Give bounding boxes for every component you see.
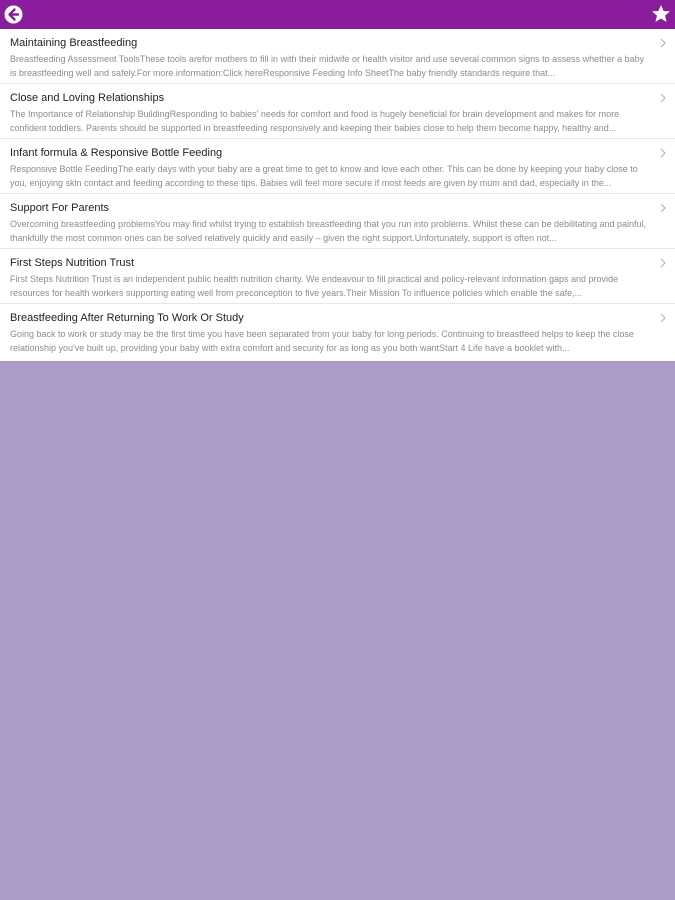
back-button[interactable] xyxy=(4,5,23,24)
top-app-bar xyxy=(0,0,675,29)
star-icon xyxy=(651,4,671,24)
list-item[interactable] xyxy=(0,249,675,304)
list-item[interactable] xyxy=(0,139,675,194)
chevron-right-icon xyxy=(660,38,666,48)
article-list xyxy=(0,29,675,361)
chevron-right-icon xyxy=(660,148,666,158)
item-description: The Importance of Relationship BuildingResponding to babies' needs for comfort and food is hugely beneficial for brain development and makes for more confident toddlers. Parents should be supported in breastfeeding responsively and keeping their babies close to help them become happy, healthy and... xyxy=(10,109,620,133)
back-arrow-icon xyxy=(4,5,23,24)
item-description: Overcoming breastfeeding problemsYou may find whilst trying to establish breastfeeding that you run into problems. Whilst these can be debilitating and painful, thankfully the most common ones can be solved relatively quickly and easily – given the right support.Unfortunately, support is often not... xyxy=(10,219,647,243)
item-description: Breastfeeding Assessment ToolsThese tools arefor mothers to fill in with their midwife or health visitor and use several common signs to assess whether a baby is breastfeeding well and safely.For more information:Click hereResponsive Feeding Info SheetThe baby friendly standards require that... xyxy=(10,54,645,78)
item-description: Going back to work or study may be the first time you have been separated from your baby for long periods. Continuing to breastfeed helps to keep the close relationship you've built up, providing your baby with extra comfort and security for as long as you both wantStart 4 Life have a booklet with... xyxy=(10,329,634,353)
list-item[interactable] xyxy=(0,304,675,361)
item-description: Responsive Bottle FeedingThe early days with your baby are a great time to get to know and love each other. This can be done by keeping your baby close to you, enjoying skin contact and feeding according to these tips. Babies will feel more secure if most feeds are given by mum and dad, especially in the... xyxy=(10,164,638,188)
list-item[interactable] xyxy=(0,29,675,84)
item-title: First Steps Nutrition Trust xyxy=(10,257,135,269)
item-title: Breastfeeding After Returning To Work Or Study xyxy=(10,312,244,324)
favorite-button[interactable] xyxy=(651,4,671,24)
item-description: First Steps Nutrition Trust is an independent public health nutrition charity. We endeavour to fill practical and policy-relevant information gaps and provide resources for health workers supporting eating well from preconception to five years.Their Mission To influence policies which enable the safe,... xyxy=(10,274,618,298)
chevron-right-icon xyxy=(660,93,666,103)
item-title: Infant formula & Responsive Bottle Feeding xyxy=(10,147,223,159)
list-item[interactable] xyxy=(0,194,675,249)
chevron-right-icon xyxy=(660,258,666,268)
item-title: Support For Parents xyxy=(10,202,110,214)
list-item[interactable] xyxy=(0,84,675,139)
chevron-right-icon xyxy=(660,313,666,323)
item-title: Maintaining Breastfeeding xyxy=(10,37,138,49)
chevron-right-icon xyxy=(660,203,666,213)
item-title: Close and Loving Relationships xyxy=(10,92,165,104)
